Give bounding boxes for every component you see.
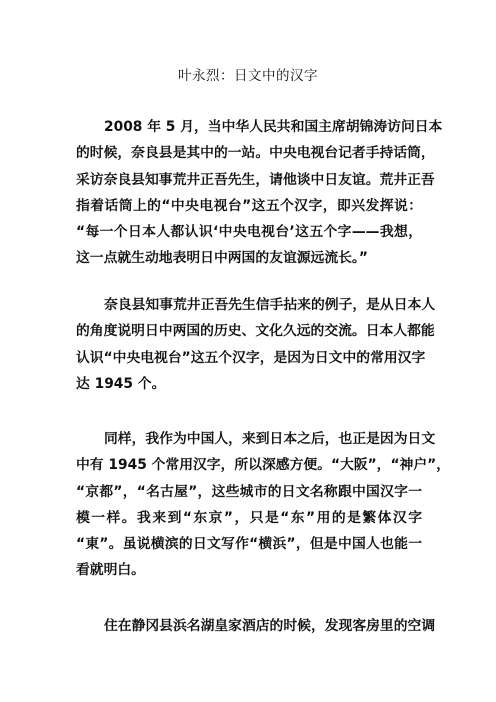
paragraph-line: 指着话筒上的“中央电视台”这五个汉字，即兴发挥说： xyxy=(76,197,422,214)
paragraph-1 xyxy=(76,114,443,272)
paragraph-line: 看就明白。 xyxy=(76,562,145,579)
paragraph-line: 认识“中央电视台”这五个汉字，是因为日文中的常用汉字 xyxy=(76,349,426,366)
paragraph-line: 的时候，奈良县是其中的一站。中央电视台记者手持话筒， xyxy=(76,145,435,162)
paragraph-line: 中有 1945 个常用汉字，所以深感方便。“大阪”，“神户”， xyxy=(76,457,451,474)
paragraph-line: 奈良县知事荒井正吾先生信手拈来的例子，是从日本人 xyxy=(104,297,436,313)
article-title: 叶永烈：日文中的汉字 xyxy=(178,68,318,84)
paragraph-line: 的角度说明日中两国的历史、文化久远的交流。日本人都能 xyxy=(76,323,435,340)
paragraph-line: 住在静冈县浜名湖皇家酒店的时候，发现客房里的空调 xyxy=(104,618,436,634)
paragraph-line: 采访奈良县知事荒井正吾先生，请他谈中日友谊。荒井正吾 xyxy=(76,171,435,188)
paragraph-2 xyxy=(76,292,436,397)
paragraph-line: 模一样。我来到“东京”，只是“东”用的是繁体汉字 xyxy=(76,509,422,526)
paragraph-line: 这一点就生动地表明日中两国的友谊源远流长。” xyxy=(76,250,368,267)
paragraph-line: 2008 年 5 月，当中华人民共和国主席胡锦涛访问日本 xyxy=(104,119,443,135)
paragraph-line: 达 1945 个。 xyxy=(76,375,166,392)
paragraph-line: “東”。虽说横滨的日文写作“横浜”，但是中国人也能一 xyxy=(76,536,422,553)
paragraph-3 xyxy=(76,426,451,584)
paragraph-4 xyxy=(76,613,436,639)
paragraph-line: “每一个日本人都认识‘中央电视台’这五个字——我想， xyxy=(76,224,422,241)
paragraph-line: “京都”，“名古屋”，这些城市的日文名称跟中国汉字一 xyxy=(76,483,422,500)
paragraph-line: 同样，我作为中国人，来到日本之后，也正是因为日文 xyxy=(104,431,436,447)
